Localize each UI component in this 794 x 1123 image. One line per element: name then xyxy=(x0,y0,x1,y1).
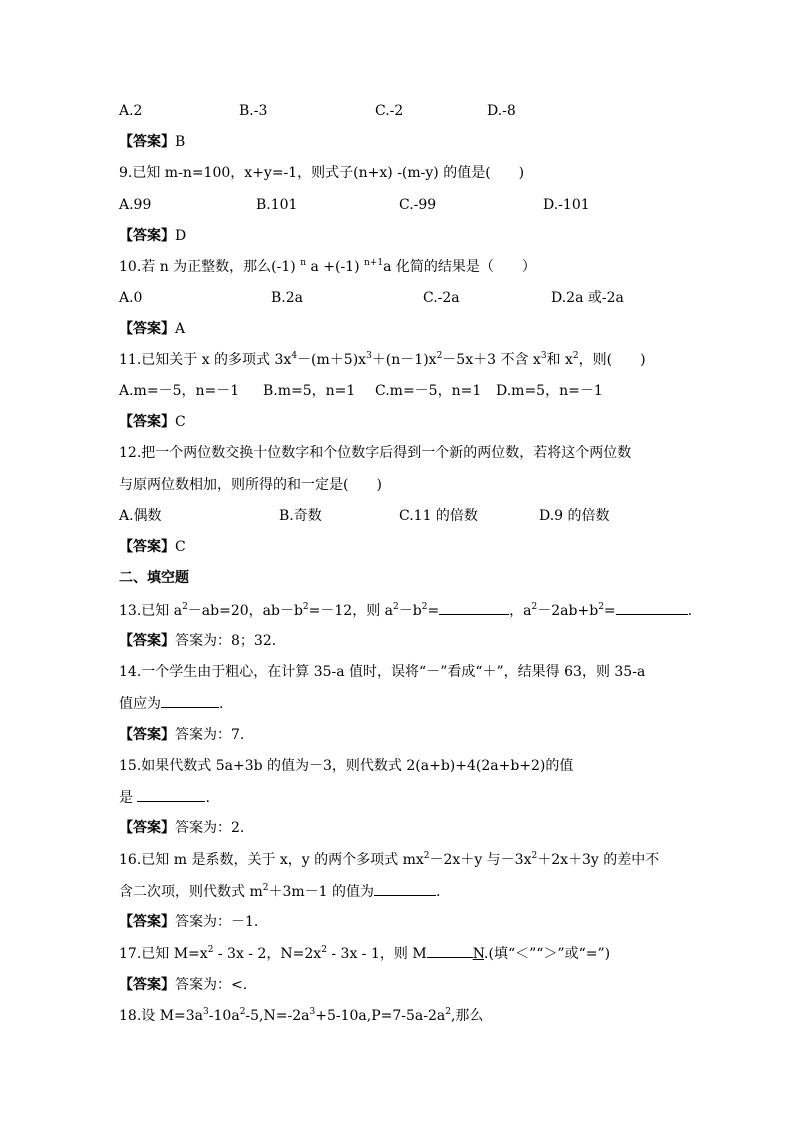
q15-answer xyxy=(119,819,244,837)
q15-stem-part: . xyxy=(205,790,210,806)
q15-stem-line1: 15.如果代数式 5a+3b 的值为－3，则代数式 2(a+b)+4(2a+b+2)的值 xyxy=(119,758,574,774)
q11-sup: 4 xyxy=(291,351,298,361)
answer-blank xyxy=(137,788,205,802)
q16-answer xyxy=(119,913,258,931)
q13-stem-part: =－12，则 a xyxy=(308,603,393,619)
answer-blank xyxy=(439,601,509,615)
q12-stem-line1: 12.把一个两位数交换十位数字和个位数字后得到一个新的两位数，若将这个两位数 xyxy=(119,445,632,461)
q9-option-b: B.101 xyxy=(256,197,298,213)
q16-stem-part: 含二次项，则代数式 m xyxy=(119,884,263,900)
q18-stem-part: -5,N=-2a xyxy=(245,1008,310,1024)
q13-stem-part: －ab=20，ab－b xyxy=(187,603,303,619)
q15-stem-line2 xyxy=(119,788,210,807)
answer-value: C xyxy=(175,414,186,430)
q14-stem-part: . xyxy=(219,696,224,712)
q13-sup: 2 xyxy=(421,602,428,612)
answer-label: 【答案】 xyxy=(119,977,175,993)
q11-stem xyxy=(119,351,646,369)
q14-stem-line1: 14.一个学生由于粗心，在计算 35-a 值时，误将“－”看成“＋”，结果得 63，则 35-a xyxy=(119,664,646,680)
answer-value: 答案为：<. xyxy=(175,977,248,993)
q16-stem-part: . xyxy=(436,884,441,900)
q10-option-a: A.0 xyxy=(119,290,143,306)
q18-stem xyxy=(119,1007,483,1025)
section-title: 二、填空题 xyxy=(119,570,189,586)
q9-option-c: C.-99 xyxy=(399,197,437,213)
q10-option-c: C.-2a xyxy=(423,290,460,306)
q10-stem xyxy=(119,258,536,276)
q18-sup: 3 xyxy=(309,1007,316,1017)
q18-stem-part: +5-10a,P=7-5a-2a xyxy=(315,1008,446,1024)
q11-sup: 2 xyxy=(572,351,579,361)
answer-label: 【答案】 xyxy=(119,134,175,150)
answer-label: 【答案】 xyxy=(119,914,175,930)
answer-value: 答案为：2. xyxy=(175,820,245,836)
q11-option-a: A.m=－5，n=－1 xyxy=(119,383,240,399)
q14-stem-part: 值应为 xyxy=(119,696,161,712)
q12-option-a: A.偶数 xyxy=(119,508,162,524)
q8-option-d: D.-8 xyxy=(487,103,516,119)
answer-value: B xyxy=(175,134,186,150)
q18-sup: 2 xyxy=(445,1007,451,1017)
q17-stem-part: N xyxy=(472,946,485,962)
q18-sup: 3 xyxy=(203,1007,209,1017)
q11-stem-part: 11.已知关于 x 的多项式 3x xyxy=(119,352,292,368)
answer-label: 【答案】 xyxy=(119,727,175,743)
q18-stem-part: ,那么 xyxy=(450,1008,484,1024)
answer-value: 答案为：7. xyxy=(175,727,245,743)
q16-sup: 2 xyxy=(531,851,538,861)
answer-blank xyxy=(616,601,688,615)
answer-label: 【答案】 xyxy=(119,228,175,244)
q11-answer xyxy=(119,413,186,431)
q13-stem-part: －b xyxy=(398,603,422,619)
q14-answer xyxy=(119,726,244,744)
q13-stem-part: －2ab+b xyxy=(537,603,599,619)
q11-stem-part: －5x＋3 不含 x xyxy=(442,352,541,368)
q13-stem-part: = xyxy=(603,603,616,619)
answer-value: 答案为：8；32. xyxy=(175,633,277,649)
q13-stem xyxy=(119,601,692,620)
answer-label: 【答案】 xyxy=(119,820,175,836)
q8-option-c: C.-2 xyxy=(375,103,404,119)
q11-option-b: B.m=5，n=1 xyxy=(263,383,356,399)
q17-stem-part: - 3x - 1，则 M xyxy=(326,946,427,962)
q9-option-a: A.99 xyxy=(119,197,152,213)
q17-stem xyxy=(119,944,610,963)
q9-option-d: D.-101 xyxy=(543,197,590,213)
q16-stem-line2 xyxy=(119,882,440,901)
q17-sup: 2 xyxy=(207,945,214,955)
q10-stem-part: a +(-1) xyxy=(310,259,360,275)
q8-option-b: B.-3 xyxy=(239,103,268,119)
q12-option-b: B.奇数 xyxy=(279,508,322,524)
q18-stem-part: -10a xyxy=(208,1008,240,1024)
q18-sup: 2 xyxy=(239,1007,246,1017)
q16-stem-part: ＋2x＋3y 的差中不 xyxy=(537,852,660,868)
q10-answer xyxy=(119,320,185,338)
q14-stem-line2 xyxy=(119,694,223,713)
q13-stem-part: ，a xyxy=(509,603,532,619)
q15-stem-part: 是 xyxy=(119,790,138,806)
q10-stem-part: 10.若 n 为正整数，那么(-1) xyxy=(119,259,296,275)
q16-sup: 2 xyxy=(423,851,430,861)
answer-blank xyxy=(374,882,436,896)
q11-stem-part: ，则( ) xyxy=(578,352,646,368)
q10-stem-part: a 化简的结果是（ ） xyxy=(383,259,536,275)
answer-value: A xyxy=(175,321,186,337)
q8-option-a: A.2 xyxy=(119,103,143,119)
q11-stem-part: 和 x xyxy=(546,352,573,368)
answer-blank xyxy=(427,944,473,958)
q17-stem-part: 17.已知 M=x xyxy=(119,946,208,962)
q16-stem-line1 xyxy=(119,851,659,869)
q11-sup: 3 xyxy=(366,351,372,361)
answer-label: 【答案】 xyxy=(119,414,175,430)
answer-value: D xyxy=(175,228,187,244)
answer-label: 【答案】 xyxy=(119,633,175,649)
q11-stem-part: ＋(n－1)x xyxy=(371,352,437,368)
q13-sup: 2 xyxy=(302,602,309,612)
q13-sup: 2 xyxy=(182,602,188,612)
q13-stem-part: . xyxy=(687,603,693,619)
q10-option-d: D.2a 或-2a xyxy=(551,290,624,306)
q17-sup: 2 xyxy=(321,945,327,955)
q11-sup: 3 xyxy=(540,351,547,361)
answer-label: 【答案】 xyxy=(119,539,175,555)
q12-answer xyxy=(119,538,186,556)
answer-blank xyxy=(161,694,219,708)
q16-stem-part: 16.已知 m 是系数，关于 x，y 的两个多项式 mx xyxy=(119,852,424,868)
q13-answer xyxy=(119,632,276,650)
q16-stem-part: ＋3m－1 的值为 xyxy=(268,884,375,900)
answer-value: 答案为：－1. xyxy=(175,914,259,930)
q11-option-c: C.m=－5，n=1 xyxy=(375,383,482,399)
q8-answer xyxy=(119,133,185,151)
q13-sup: 2 xyxy=(598,602,604,612)
q11-stem-part: －(m＋5)x xyxy=(297,352,367,368)
q13-stem-part: 13.已知 a xyxy=(119,603,183,619)
q17-stem-part: - 3x - 2，N=2x xyxy=(213,946,322,962)
q12-stem-line2: 与原两位数相加，则所得的和一定是( ) xyxy=(119,477,382,493)
q10-sup: n xyxy=(300,258,306,268)
q12-option-c: C.11 的倍数 xyxy=(399,508,478,524)
q10-option-b: B.2a xyxy=(271,290,303,306)
answer-label: 【答案】 xyxy=(119,321,175,337)
q13-stem-part: = xyxy=(427,603,440,619)
q13-sup: 2 xyxy=(531,602,538,612)
q11-sup: 2 xyxy=(436,351,443,361)
q16-sup: 2 xyxy=(262,883,269,893)
q11-option-d: D.m=5，n=－1 xyxy=(496,383,603,399)
q16-stem-part: －2x＋y 与－3x xyxy=(429,852,532,868)
answer-value: C xyxy=(175,539,186,555)
q10-sup: n+1 xyxy=(364,258,384,268)
q13-sup: 2 xyxy=(393,602,399,612)
q17-answer xyxy=(119,976,247,994)
q9-stem: 9.已知 m-n=100，x+y=-1，则式子(n+x) -(m-y) 的值是( ) xyxy=(119,165,525,181)
q12-option-d: D.9 的倍数 xyxy=(539,508,610,524)
q17-stem-part: .(填“＜”“＞”或“=”) xyxy=(484,946,611,962)
q9-answer xyxy=(119,227,186,245)
q18-stem-part: 18.设 M=3a xyxy=(119,1008,204,1024)
